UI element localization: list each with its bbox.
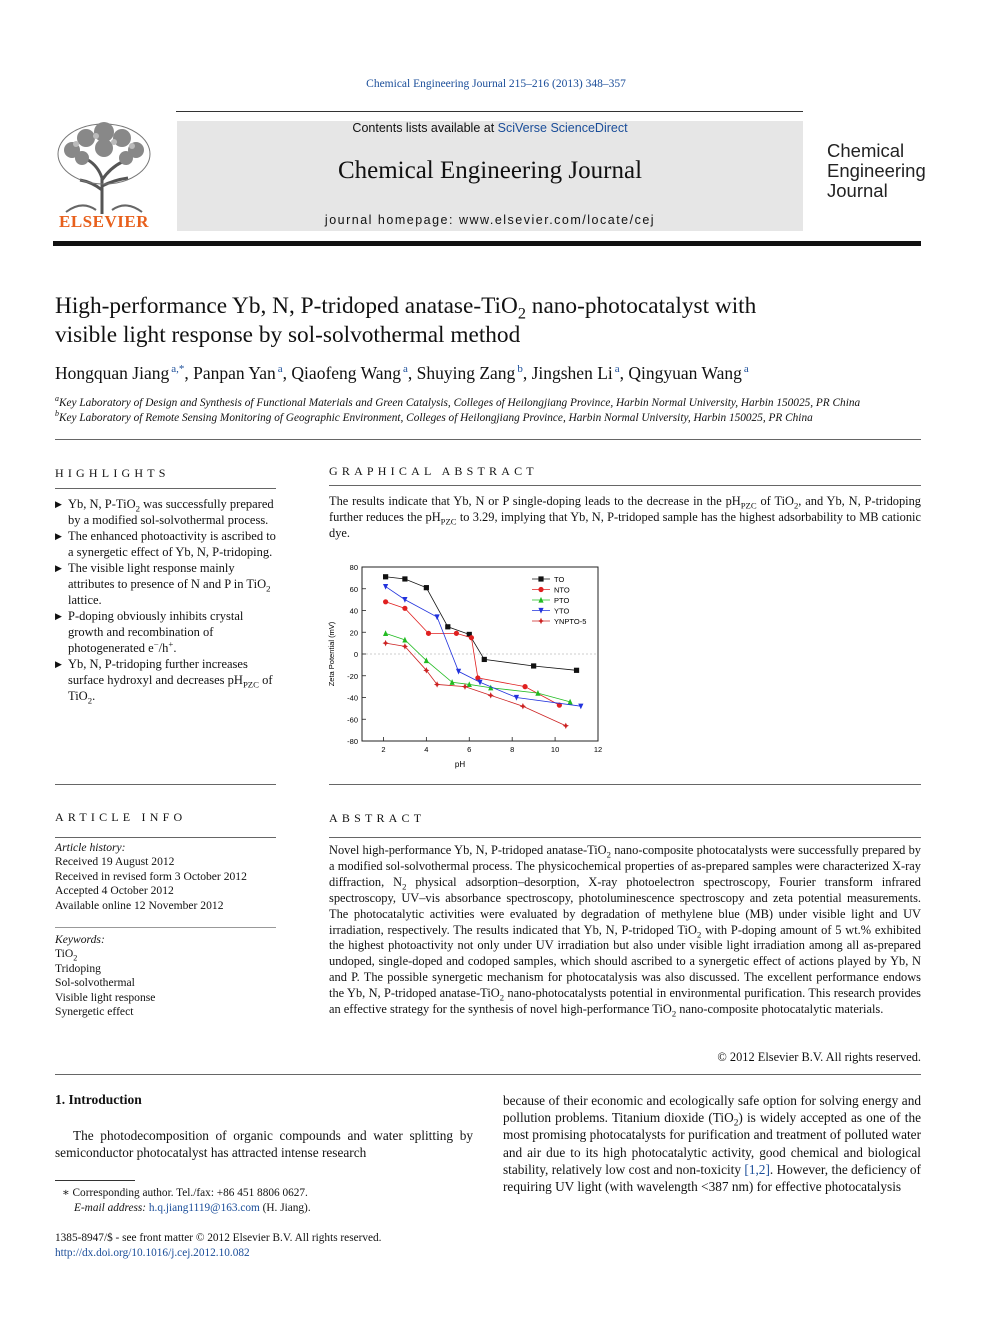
y-tick-label: 20 (349, 628, 358, 638)
data-point (482, 657, 487, 662)
y-tick-label: 80 (349, 563, 358, 572)
article-info-heading: ARTICLE INFO (55, 810, 187, 824)
data-point (383, 630, 388, 636)
keyword: Sol-solvothermal (55, 976, 135, 990)
cover-title-line: Engineering (827, 160, 926, 181)
data-point (574, 668, 579, 673)
data-point (531, 663, 536, 668)
data-point (434, 614, 439, 620)
author-affiliation-marker[interactable]: a (277, 363, 283, 376)
data-point (383, 574, 388, 579)
corresponding-author-note: ∗ Corresponding author. Tel./fax: +86 451 8806 0627. (62, 1187, 308, 1199)
article-title-line: visible light response by sol-solvothermal method (55, 322, 521, 348)
legend-label: TO (554, 575, 565, 584)
data-point (424, 585, 429, 590)
data-point (383, 584, 388, 590)
data-point (456, 669, 461, 675)
masthead-box (177, 121, 803, 231)
series-line-pto (386, 633, 571, 702)
history-entry: Received in revised form 3 October 2012 (55, 869, 247, 883)
highlight-item: ▶ P-doping obviously inhibits crystal growth and recombination of photogenerated e−/h+. (55, 608, 278, 656)
highlights-rule (55, 488, 276, 489)
abstract-top-rule (329, 784, 921, 785)
keyword: Synergetic effect (55, 1005, 134, 1019)
author-affiliation-marker[interactable]: b (517, 363, 523, 376)
article-history (55, 841, 276, 913)
series-line-ynpto-5 (386, 643, 566, 726)
abstract-heading: ABSTRACT (329, 811, 426, 825)
history-entry: Available online 12 November 2012 (55, 898, 224, 912)
publisher-logo-text: ELSEVIER (59, 212, 149, 231)
highlights-list (55, 496, 278, 704)
cover-title-line: Journal (827, 180, 888, 201)
x-axis-label: pH (454, 760, 466, 769)
keywords-block (55, 933, 276, 1019)
data-point (522, 684, 527, 689)
highlight-item: ▶ Yb, N, P-tridoping further increases surface hydroxyl and decreases $pH_{PZC}$ of TiO$_2$. (55, 656, 278, 704)
article-info-rule (55, 837, 276, 838)
data-point (402, 606, 407, 611)
graphical-abstract-text: The results indicate that Yb, N or P single-doping leads to the decrease in the $pH_{PZC}$ of TiO$_2$, and Yb, N, P-tridoping further reduces the $pH_{PZC}$ to 3.29, implying that Yb, N, P-tridoped sample has the highest adsorbability to MB cationic dye. (329, 494, 921, 540)
x-tick-label: 8 (510, 745, 515, 754)
keyword: Tridoping (55, 961, 101, 975)
introduction-right-paragraph: because of their economic and ecologically safe option for solving energy and pollution problems. Titanium dioxide (TiO$_2$) is widely accepted as one of the most promising photocatalysts for purification and treatment of polluted water and air due to its high photocatalytic activity, good chemical and biological stability, relatively low cost and non-toxicity [1,2]. However, the deficiency of requiring UV light (with wavelength <387 nm) for effective photocatalysis (503, 1093, 922, 1195)
legend-marker (538, 587, 543, 592)
data-point (454, 631, 459, 636)
header-divider (55, 439, 921, 440)
abstract-bottom-rule (55, 1074, 921, 1075)
introduction-left-paragraph: The photodecomposition of organic compounds and water splitting by semiconductor photocatalyst has attracted intense research (55, 1128, 473, 1161)
x-tick-label: 12 (593, 745, 603, 754)
author-name[interactable]: Panpan Yan (193, 363, 276, 383)
x-tick-label: 2 (381, 745, 386, 754)
data-point (477, 680, 482, 686)
legend-marker (538, 618, 544, 624)
journal-citation[interactable]: Chemical Engineering Journal 215–216 (2013) 348–357 (366, 78, 626, 90)
legend-label: YTO (554, 606, 570, 616)
data-point (450, 679, 455, 685)
author-name[interactable]: Qingyuan Wang (628, 363, 742, 383)
author-affiliation-marker[interactable]: a (743, 363, 749, 376)
y-axis-label: Zeta Potential (mV) (327, 621, 336, 687)
affiliation: $^b$Key Laboratory of Remote Sensing Monitoring of Geographic Environment, Colleges of Heilongjiang Province, Harbin Normal University, Harbin 150025, PR China (55, 408, 813, 424)
series-line-yto (386, 587, 581, 707)
article-title-line: High-performance Yb, N, P-tridoped anatase-TiO$_2$ nano-photocatalyst with (55, 293, 757, 323)
homepage-line (177, 213, 803, 227)
keywords-label: Keywords: (55, 933, 105, 946)
sciencedirect-link[interactable]: SciVerse ScienceDirect (497, 121, 628, 135)
history-entry: Accepted 4 October 2012 (55, 884, 174, 898)
history-entry: Received 19 August 2012 (55, 855, 175, 869)
issn-line: 1385-8947/$ - see front matter © 2012 Elsevier B.V. All rights reserved. (55, 1232, 382, 1244)
graphical-abstract-heading: GRAPHICAL ABSTRACT (329, 464, 538, 478)
y-tick-label: 0 (353, 650, 358, 659)
keyword: TiO$_2$ (55, 947, 78, 963)
keyword: Visible light response (55, 990, 156, 1004)
introduction-heading: 1. Introduction (55, 1092, 142, 1107)
author-name[interactable]: Qiaofeng Wang (291, 363, 401, 383)
journal-cover-title (827, 141, 926, 201)
data-point (383, 599, 388, 604)
copyright-notice: © 2012 Elsevier B.V. All rights reserved. (717, 1050, 921, 1064)
author-list: Hongquan Jiang $^{a,*}$, Panpan Yan $^a$, Qiaofeng Wang $^a$, Shuying Zang $^b$, Jingshen Li $^a$, Qingyuan Wang $^a$ (55, 363, 749, 383)
author-name[interactable]: Jingshen Li (531, 363, 613, 383)
highlights-heading: HIGHLIGHTS (55, 466, 170, 480)
data-point (578, 704, 583, 710)
affiliation: $^a$Key Laboratory of Design and Synthesis of Functional Materials and Green Catalysis, Colleges of Heilongjiang Province, Harbin Normal University, Harbin 150025, PR China (55, 394, 861, 409)
y-tick-label: -40 (347, 693, 358, 703)
abstract-text: Novel high-performance Yb, N, P-tridoped anatase-TiO$_2$ nano-composite photocatalysts were successfully prepared by a modified sol-solvothermal process. The physicochemical properties of as-prepared samples were characterized X-ray diffraction, $N_2$ physical adsorption–desorption, X-ray photoelectron spectroscopy, Fourier transform infrared spectroscopy, UV–vis absorbance spectroscopy, photoluminescence spectroscopy and zeta potential measurements. The photocatalytic activities were evaluated by degradation of methylene blue (MB) under visible light and UV irradiation, respectively. The results indicated that Yb, N, P-tridoped TiO$_2$ with P-doping amount of 5 wt.% exhibited the highest photoactivity not only under UV irradiation but also under visible light irradiation among all as-prepared undoped, single-doped and codoped samples, which should ascribed to a synergetic effect of actions played by Yb, N and P. The possible synergetic mechanism for photocatalysis was also discussed. The excellent performance endows the Yb, N, P-tridoped anatase-TiO$_2$ nano-photocatalysts potential in environmental purification. This research provides an effective strategy for the synthesis of novel high-performance TiO$_2$ nano-composite photocatalytic materials. (329, 843, 921, 1019)
data-point (445, 624, 450, 629)
email-note: E-mail address: h.q.jiang1119@163.com (H. Jiang). (74, 1201, 311, 1214)
keywords-rule (55, 927, 276, 928)
footnote-rule (55, 1180, 135, 1181)
contents-line (177, 121, 803, 135)
legend-marker (538, 576, 543, 581)
y-tick-label: -20 (347, 671, 358, 681)
legend-label: YNPTO-5 (554, 617, 587, 626)
x-tick-label: 4 (424, 745, 429, 754)
article-title (55, 292, 925, 350)
data-point (469, 635, 474, 640)
data-point (402, 597, 407, 603)
data-point (563, 723, 569, 729)
x-tick-label: 10 (550, 745, 560, 754)
homepage-label: journal homepage: (324, 213, 459, 227)
legend-label: PTO (554, 596, 570, 605)
elsevier-logo (52, 120, 156, 232)
elsevier-tree-icon (52, 120, 156, 216)
corresponding-footnote (62, 1186, 311, 1215)
legend-label: NTO (554, 585, 570, 595)
author-affiliation-marker[interactable]: a (402, 363, 408, 376)
email-link[interactable]: h.q.jiang1119@163.com (148, 1201, 260, 1214)
y-tick-label: -80 (347, 737, 358, 746)
graphical-abstract-rule (329, 485, 921, 486)
cover-title-line: Chemical (827, 140, 905, 161)
doi-link[interactable]: http://dx.doi.org/10.1016/j.cej.2012.10.082 (55, 1246, 250, 1259)
highlight-item: ▶ Yb, N, P-TiO$_2$ was successfully prepared by a modified sol-solvothermal process. (55, 496, 278, 528)
data-point (488, 692, 494, 698)
author-name[interactable]: Hongquan Jiang (55, 363, 170, 383)
homepage-link[interactable]: www.elsevier.com/locate/cej (458, 213, 656, 227)
contents-prefix: Contents lists available at (352, 121, 498, 135)
affiliation-list (55, 396, 925, 425)
author-affiliation-marker[interactable]: a,* (171, 363, 185, 376)
y-tick-label: -60 (347, 715, 358, 725)
highlight-item: ▶ The enhanced photoactivity is ascribed to a synergetic effect of Yb, N, P-tridoping. (55, 528, 278, 560)
y-tick-label: 40 (349, 606, 358, 616)
masthead-thick-rule (53, 241, 921, 246)
citation-link[interactable]: [1,2] (744, 1161, 770, 1177)
highlight-item: ▶ The visible light response mainly attributes to presence of N and P in TiO$_2$ lattice. (55, 560, 278, 608)
author-name[interactable]: Shuying Zang (416, 363, 516, 383)
author-affiliation-marker[interactable]: a (614, 363, 620, 376)
data-point (402, 576, 407, 581)
abstract-rule (329, 837, 921, 838)
data-point (520, 703, 526, 709)
journal-title: Chemical Engineering Journal (337, 157, 643, 184)
article-info-top-rule (55, 784, 276, 785)
x-tick-label: 6 (467, 745, 472, 754)
article-history-label: Article history: (55, 841, 126, 854)
masthead-top-rule (176, 111, 803, 112)
data-point (383, 640, 389, 646)
y-tick-label: 60 (349, 584, 358, 594)
publication-info (55, 1231, 382, 1260)
zeta-potential-chart (322, 555, 612, 775)
data-point (426, 631, 431, 636)
